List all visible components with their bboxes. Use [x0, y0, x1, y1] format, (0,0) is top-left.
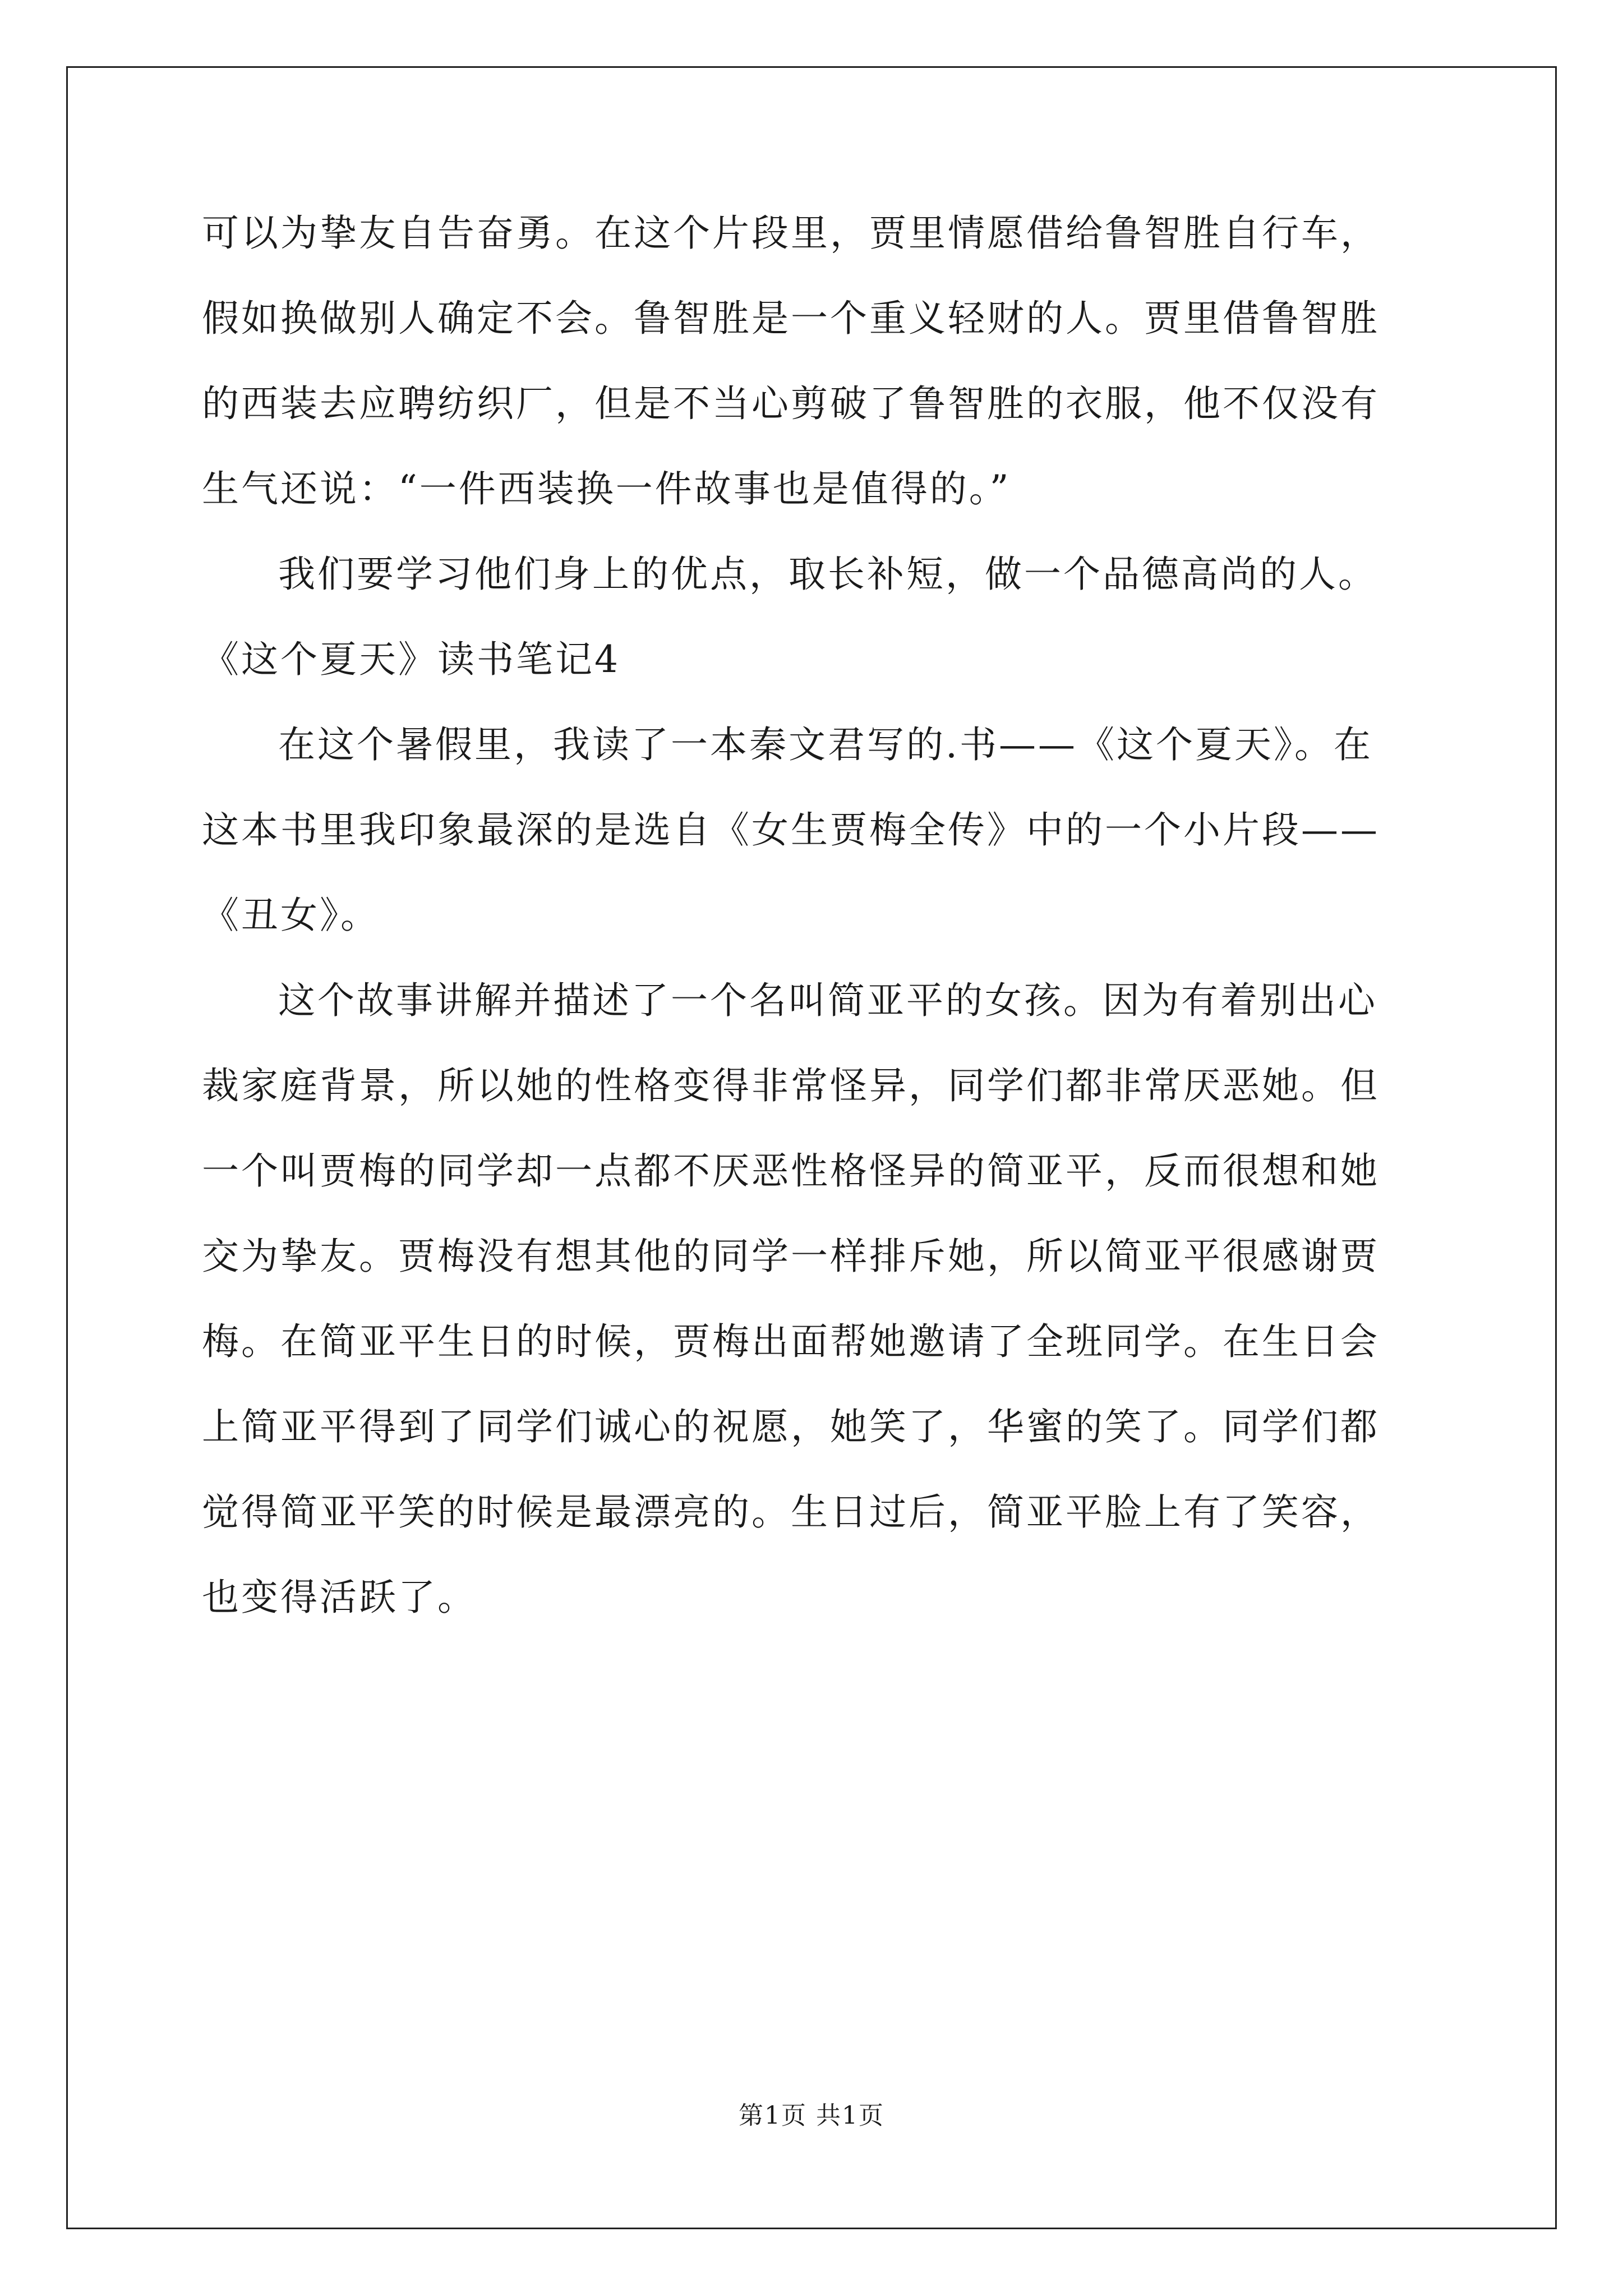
text-line: 可以为挚友自告奋勇。在这个片段里，贾里情愿借给鲁智胜自行车，: [202, 211, 1380, 255]
section-heading: 《这个夏天》读书笔记4: [202, 638, 620, 681]
text-line: 梅。在简亚平生日的时候，贾梅出面帮她邀请了全班同学。在生日会: [202, 1320, 1380, 1363]
text-line: 也变得活跃了。: [202, 1576, 477, 1619]
document-body: [202, 191, 1430, 1640]
text-line: 一个叫贾梅的同学却一点都不厌恶性格怪异的简亚平，反而很想和她: [202, 1149, 1380, 1193]
text-line: 觉得简亚平笑的时候是最漂亮的。生日过后，简亚平脸上有了笑容，: [202, 1490, 1380, 1534]
text-line: 假如换做别人确定不会。鲁智胜是一个重义轻财的人。贾里借鲁智胜: [202, 297, 1380, 340]
paragraph-start-line: 这个故事讲解并描述了一个名叫简亚平的女孩。因为有着别出心: [278, 979, 1377, 1022]
text-line: 的西装去应聘纺织厂，但是不当心剪破了鲁智胜的衣服，他不仅没有: [202, 382, 1380, 425]
text-line: 这本书里我印象最深的是选自《女生贾梅全传》中的一个小片段——: [202, 808, 1380, 852]
page-footer: 第1页 共1页: [739, 2101, 884, 2130]
text-line: 上简亚平得到了同学们诚心的祝愿，她笑了，华蜜的笑了。同学们都: [202, 1405, 1380, 1448]
text-line: 交为挚友。贾梅没有想其他的同学一样排斥她，所以简亚平很感谢贾: [202, 1235, 1380, 1278]
text-line: 生气还说：“一件西装换一件故事也是值得的。”: [202, 467, 1011, 510]
text-line: 《丑女》。: [202, 894, 380, 937]
paragraph-start-line: 在这个暑假里，我读了一本秦文君写的.书——《这个夏天》。在: [278, 723, 1373, 766]
paragraph-start-line: 我们要学习他们身上的优点，取长补短，做一个品德高尚的人。: [278, 553, 1377, 596]
text-line: 裁家庭背景，所以她的性格变得非常怪异，同学们都非常厌恶她。但: [202, 1064, 1380, 1107]
